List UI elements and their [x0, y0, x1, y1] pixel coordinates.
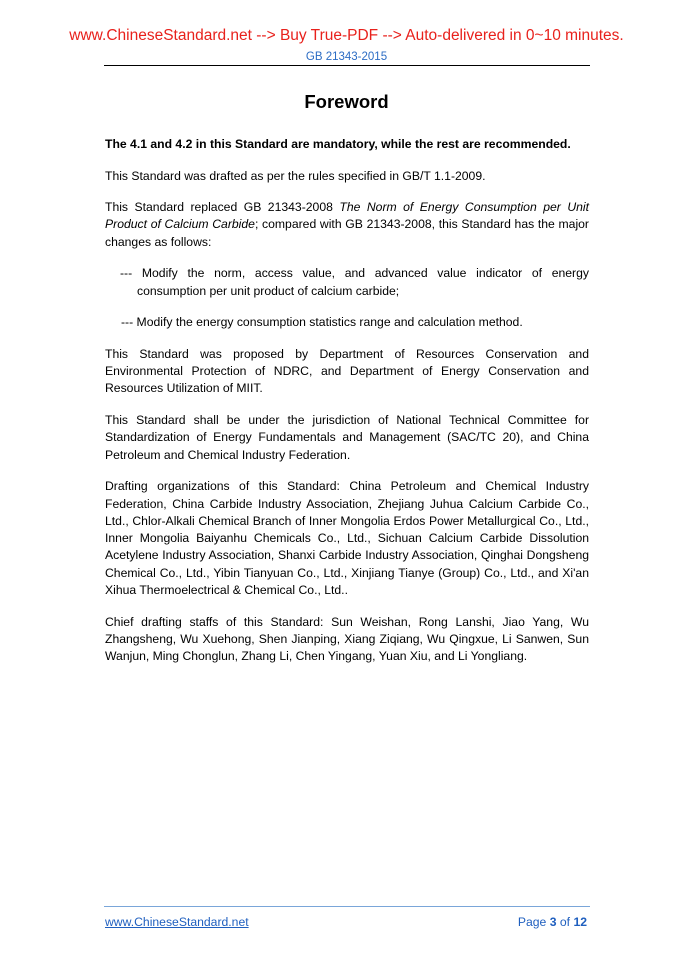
page-number [518, 915, 587, 929]
foreword-body [105, 136, 589, 680]
page-current: 3 [549, 915, 557, 929]
replaced-standard-title: The Norm of Energy Consumption per Unit Product of Calcium Carbide [105, 200, 589, 232]
replacement-text-end: ; compared with GB 21343-2008, this Standard has the major changes as follows: [105, 217, 589, 249]
header-doc-code: GB 21343-2015 [305, 51, 388, 63]
header-banner: www.ChineseStandard.net --> Buy True-PDF --> Auto-delivered in 0~10 minutes. [69, 27, 624, 44]
drafting-organizations-paragraph: Drafting organizations of this Standard: China Petroleum and Chemical Industry Federation, China Carbide Industry Association, Zhejiang Juhua Calcium Carbide Co., Ltd., Chlor-Alkali Chemical Branch of Inner Mongolia Erdos Power Metallurgical Co., Ltd., Inner Mongolia Baiyanhu Chemicals Co., Ltd., Sichuan Calcium Carbide Dissolution Acetylene Industry Association, Shanxi Carbide Industry Association, Qinghai Dongsheng Chemical Co., Ltd., Yibin Tianyuan Co., Ltd., Xinjiang Tianye (Group) Co., Ltd., and Xi'an Xihua Thermoelectrical & Chemical Co., Ltd.. [105, 479, 589, 598]
proposed-by-paragraph: This Standard was proposed by Department of Resources Conservation and Environmental Protection of NDRC, and Department of Energy Conservation and Resources Utilization of MIIT. [105, 346, 589, 396]
jurisdiction-paragraph: This Standard shall be under the jurisdiction of National Technical Committee for Standardization of Energy Fundamentals and Management (SAC/TC 20), and China Petroleum and Chemical Industry Federation. [105, 413, 589, 462]
page-prefix: Page [517, 915, 550, 929]
page-title: Foreword [304, 91, 389, 112]
change-item-1: --- Modify the norm, access value, and advanced value indicator of energy consumption per unit product of calcium carbide; [120, 266, 589, 298]
replacement-text-start: This Standard replaced GB 21343-2008 [105, 200, 340, 215]
footer-website-link[interactable]: www.ChineseStandard.net [105, 915, 249, 929]
page-separator: of [556, 915, 574, 929]
footer-divider [104, 906, 590, 907]
change-item-2: --- Modify the energy consumption statistics range and calculation method. [121, 315, 523, 330]
page-total: 12 [573, 915, 587, 929]
chief-drafting-staffs-paragraph: Chief drafting staffs of this Standard: Sun Weishan, Rong Lanshi, Jiao Yang, Wu Zhangsheng, Wu Xuehong, Shen Jianping, Xiang Ziqiang, Wu Qingxue, Li Sanwen, Sun Wanjun, Ming Chonglun, Zhang Li, Chen Yingang, Yuan Xiu, and Li Yongliang. [105, 614, 589, 664]
header-divider [104, 65, 590, 66]
drafting-rules-paragraph: This Standard was drafted as per the rules specified in GB/T 1.1-2009. [105, 168, 486, 183]
replacement-paragraph [105, 199, 589, 251]
mandatory-clause-paragraph: The 4.1 and 4.2 in this Standard are mandatory, while the rest are recommended. [105, 137, 571, 151]
